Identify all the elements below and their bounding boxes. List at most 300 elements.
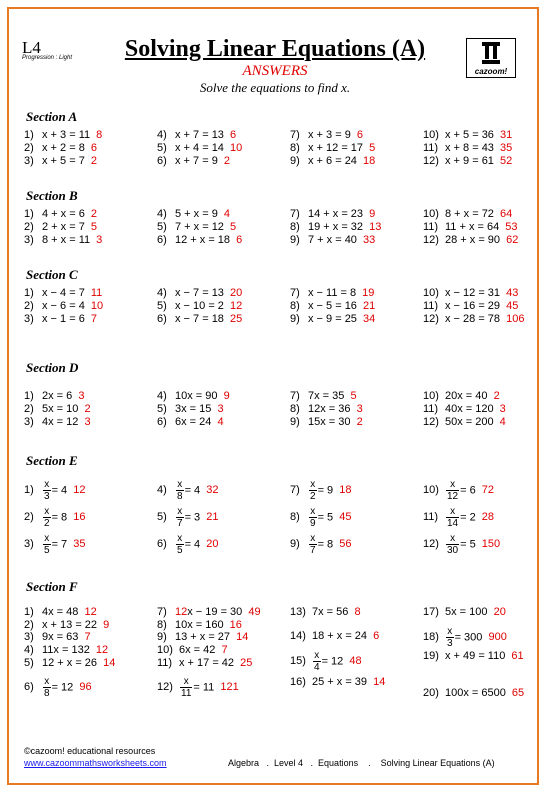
equation-rhs: = 4	[51, 484, 68, 497]
question-10	[157, 644, 228, 656]
question-number: 6)	[157, 234, 167, 246]
logo-text: cazoom!	[474, 67, 508, 76]
equation: 7x = 56	[312, 606, 349, 618]
question-13	[290, 606, 361, 618]
title-text: Solving Linear Equations (A)	[124, 36, 426, 62]
equation: 50x = 200	[445, 416, 494, 428]
answer: 49	[245, 606, 261, 618]
answer: 14	[370, 676, 386, 688]
fraction-numerator: x	[314, 650, 320, 661]
level-label: L4	[22, 38, 41, 57]
question-number: 10)	[423, 390, 439, 402]
answer: 3	[353, 403, 363, 415]
question-number: 12)	[423, 538, 439, 551]
question-8	[290, 403, 363, 415]
answer: 3	[81, 416, 91, 428]
answer: 6	[353, 129, 363, 141]
answer: 7	[81, 631, 91, 643]
equation: 4 + x = 6	[42, 208, 85, 220]
answer: 12	[226, 300, 243, 312]
answer: 12	[70, 484, 86, 497]
question-number: 1)	[24, 390, 34, 402]
equation-rhs: = 4	[184, 484, 201, 497]
website-link[interactable]: www.cazoommathsworksheets.com	[24, 758, 167, 768]
question-number: 5)	[157, 511, 167, 524]
equation-rhs: = 5	[460, 538, 476, 551]
equation: x − 9 = 25	[308, 313, 357, 325]
answer: 6	[226, 129, 237, 141]
question-8	[290, 506, 351, 529]
section-heading: Section D	[26, 360, 79, 375]
question-number: 9)	[290, 313, 300, 325]
answer: 106	[503, 313, 525, 325]
question-number: 5)	[24, 657, 34, 669]
question-4	[24, 644, 108, 656]
question-7	[290, 129, 363, 141]
answer: 53	[502, 221, 518, 233]
equation: x + 8 = 43	[445, 142, 494, 154]
question-number: 4)	[157, 208, 167, 220]
equation: x − 4 = 7	[42, 287, 85, 299]
question-9	[290, 533, 351, 556]
question-number: 11)	[423, 221, 439, 233]
equation: x + 3 = 9	[308, 129, 351, 141]
question-number: 5)	[157, 300, 167, 312]
question-6	[157, 155, 230, 167]
question-number: 10)	[423, 287, 439, 299]
equation: 9x = 63	[42, 631, 79, 643]
fraction	[43, 506, 51, 529]
answer: 61	[508, 650, 524, 662]
equation-rhs: = 12	[321, 655, 344, 668]
question-number: 15)	[290, 655, 306, 668]
question-1	[24, 208, 97, 220]
equation-rhs: = 9	[317, 484, 334, 497]
equation: 20x = 40	[445, 390, 488, 402]
cazoom-logo-icon	[481, 41, 501, 65]
fraction-denominator: 2	[44, 518, 50, 529]
answer: 64	[496, 208, 513, 220]
question-8	[290, 221, 381, 233]
question-9	[157, 631, 248, 643]
equation: x + 7 = 13	[175, 129, 224, 141]
equation: 4x = 12	[42, 416, 79, 428]
equation: 10x = 160	[175, 619, 224, 631]
question-number: 13)	[290, 606, 306, 618]
question-11	[423, 142, 512, 154]
answer: 18	[359, 155, 376, 167]
question-number: 12)	[423, 313, 439, 325]
question-2	[24, 142, 97, 154]
question-10	[423, 208, 512, 220]
equation-rhs: = 3	[184, 511, 201, 524]
fraction-numerator: x	[180, 676, 192, 688]
question-number: 3)	[24, 538, 34, 551]
equation: 13 + x = 27	[175, 631, 231, 643]
question-number: 11)	[423, 300, 439, 312]
answer: 21	[359, 300, 376, 312]
question-19	[423, 650, 524, 662]
equation: 4x = 48	[42, 606, 79, 618]
question-number: 6)	[157, 155, 167, 167]
answer: 16	[70, 511, 86, 524]
fraction-numerator: x	[177, 506, 183, 517]
answer: 21	[203, 511, 219, 524]
answer: 3	[75, 390, 85, 402]
question-10	[423, 287, 518, 299]
answer: 6	[87, 142, 97, 154]
equation-rhs: = 7	[51, 538, 68, 551]
fraction-numerator: x	[44, 506, 50, 517]
question-11	[423, 506, 494, 529]
equation-rhs: = 5	[317, 511, 334, 524]
answer: 62	[503, 234, 519, 246]
fraction	[309, 533, 317, 556]
equation: x − 12 = 31	[445, 287, 501, 299]
equation: x − 6 = 4	[42, 300, 85, 312]
fraction-denominator: 5	[177, 545, 183, 556]
question-11	[157, 657, 252, 669]
answer: 2	[353, 416, 363, 428]
answer: 150	[478, 538, 501, 551]
question-10	[423, 390, 500, 402]
fraction-numerator: x	[446, 533, 459, 545]
question-1	[24, 390, 84, 402]
fraction-numerator: x	[177, 479, 183, 490]
question-17	[423, 606, 506, 618]
question-number: 2)	[24, 300, 34, 312]
equation: x + 5 = 7	[42, 155, 85, 167]
question-number: 12)	[157, 681, 173, 694]
question-number: 6)	[157, 416, 167, 428]
answer: 43	[503, 287, 519, 299]
question-number: 3)	[24, 631, 34, 643]
equation-rhs: = 6	[460, 484, 476, 497]
question-number: 7)	[290, 208, 300, 220]
answer: 16	[226, 619, 242, 631]
fraction	[446, 533, 459, 556]
question-number: 2)	[24, 619, 34, 631]
question-11	[423, 221, 518, 233]
answer: 5	[87, 221, 97, 233]
equation: 100x = 6500	[445, 687, 506, 699]
fraction-numerator: x	[44, 479, 50, 490]
equation: x + 6 = 24	[308, 155, 357, 167]
equation: x − 7 = 13	[175, 287, 224, 299]
answer: 45	[503, 300, 519, 312]
section-heading: Section F	[26, 579, 78, 594]
fraction	[446, 506, 459, 529]
equation: x + 3 = 11	[42, 129, 91, 141]
question-2	[24, 300, 103, 312]
equation: 25 + x = 39	[312, 676, 368, 688]
question-5	[24, 657, 115, 669]
question-number: 2)	[24, 221, 34, 233]
question-number: 12)	[423, 234, 439, 246]
equation: 18 + x = 24	[312, 630, 368, 642]
equation: x + 4 = 14	[175, 142, 224, 154]
question-5	[157, 142, 242, 154]
question-3	[24, 631, 91, 643]
question-3	[24, 416, 91, 428]
question-number: 7)	[290, 287, 300, 299]
question-12	[423, 416, 506, 428]
question-2	[24, 506, 85, 529]
question-number: 10)	[423, 208, 439, 220]
question-6	[157, 533, 218, 556]
equation-rhs: = 8	[317, 538, 334, 551]
equation: x − 10 = 2	[175, 300, 224, 312]
cazoom-logo	[466, 38, 516, 78]
answer: 2	[87, 155, 97, 167]
question-number: 2)	[24, 511, 34, 524]
answer: 9	[220, 390, 230, 402]
fraction-denominator: 12	[447, 491, 459, 502]
answer: 12	[81, 606, 97, 618]
equation: x + 5 = 36	[445, 129, 494, 141]
answer: 9	[366, 208, 376, 220]
question-number: 1)	[24, 208, 34, 220]
question-number: 10)	[423, 484, 439, 497]
question-5	[157, 403, 224, 415]
equation: x − 11 = 8	[308, 287, 357, 299]
equation-rhs: = 4	[184, 538, 201, 551]
answer: 4	[496, 416, 506, 428]
equation: 2 + x = 7	[42, 221, 85, 233]
question-3	[24, 234, 102, 246]
answer: 25	[226, 313, 243, 325]
fraction-numerator: x	[446, 479, 459, 491]
question-2	[24, 403, 91, 415]
section-heading: Section C	[26, 267, 78, 282]
equation: x − 7 = 18	[175, 313, 224, 325]
fraction-denominator: 3	[44, 491, 50, 502]
question-number: 9)	[290, 416, 300, 428]
fraction	[43, 533, 51, 556]
question-number: 18)	[423, 631, 439, 644]
answer: 2	[87, 208, 97, 220]
footer-info: Algebra . Level 4 . Equations . Solving Linear Equations (A)	[228, 758, 495, 768]
answer: 18	[336, 484, 352, 497]
answer: 96	[76, 681, 92, 694]
fraction	[446, 626, 454, 649]
question-number: 10)	[157, 644, 173, 656]
answer: 5	[366, 142, 376, 154]
question-12	[423, 155, 512, 167]
equation: 2x = 6	[42, 390, 73, 402]
question-number: 4)	[157, 287, 167, 299]
question-4	[157, 287, 242, 299]
answer: 28	[478, 511, 495, 524]
fraction	[176, 533, 184, 556]
question-6	[157, 234, 242, 246]
equation: x + 7 = 9	[175, 155, 218, 167]
fraction-numerator: x	[310, 533, 316, 544]
question-7	[290, 287, 374, 299]
equation: 6x = 24	[175, 416, 212, 428]
question-8	[290, 142, 375, 154]
question-14	[290, 630, 379, 642]
fraction-denominator: 14	[447, 518, 459, 529]
fraction-denominator: 2	[310, 491, 316, 502]
equation: 7x = 35	[308, 390, 345, 402]
equation: 8 + x = 11	[42, 234, 91, 246]
fraction-numerator: x	[310, 479, 316, 490]
answer: 34	[359, 313, 376, 325]
question-11	[423, 403, 506, 415]
question-18	[423, 626, 507, 649]
fraction-denominator: 5	[44, 545, 50, 556]
fraction-denominator: 7	[310, 545, 316, 556]
question-number: 11)	[423, 403, 439, 415]
question-number: 4)	[157, 390, 167, 402]
question-number: 3)	[24, 416, 34, 428]
question-number: 3)	[24, 155, 34, 167]
question-7	[157, 606, 261, 618]
fraction	[309, 479, 317, 502]
equation-rhs: = 12	[51, 681, 74, 694]
answer: 33	[359, 234, 376, 246]
question-7	[290, 390, 357, 402]
equation: 12x = 36	[308, 403, 351, 415]
equation: 10x = 90	[175, 390, 218, 402]
equation: x + 17 = 42	[179, 657, 235, 669]
question-6	[24, 676, 92, 699]
answer: 14	[100, 657, 116, 669]
fraction	[43, 479, 51, 502]
question-4	[157, 390, 230, 402]
section-heading: Section B	[26, 188, 78, 203]
equation: 8 + x = 72	[445, 208, 494, 220]
answer: 10	[226, 142, 243, 154]
answer: 35	[70, 538, 86, 551]
section-heading: Section A	[26, 109, 78, 124]
question-number: 2)	[24, 403, 34, 415]
question-1	[24, 287, 102, 299]
answer: 25	[237, 657, 253, 669]
question-number: 2)	[24, 142, 34, 154]
fraction	[313, 650, 321, 673]
question-number: 8)	[157, 619, 167, 631]
question-9	[290, 416, 363, 428]
answer: 35	[496, 142, 513, 154]
answer: 8	[93, 129, 103, 141]
question-3	[24, 533, 85, 556]
answer: 3	[496, 403, 506, 415]
question-number: 9)	[290, 155, 300, 167]
equation: 15x = 30	[308, 416, 351, 428]
question-1	[24, 479, 85, 502]
equation: x + 49 = 110	[445, 650, 506, 662]
answer: 52	[496, 155, 513, 167]
answer: 2	[220, 155, 230, 167]
answer: 6	[233, 234, 243, 246]
question-number: 11)	[157, 657, 173, 669]
answer: 5	[347, 390, 357, 402]
fraction-denominator: 30	[447, 545, 459, 556]
question-number: 14)	[290, 630, 306, 642]
question-10	[423, 479, 494, 502]
question-number: 12)	[423, 416, 439, 428]
question-number: 8)	[290, 142, 300, 154]
equation: 7 + x = 12	[175, 221, 224, 233]
answer: 19	[359, 287, 375, 299]
equation: x − 5 = 16	[308, 300, 357, 312]
question-3	[24, 313, 97, 325]
fraction-denominator: 3	[447, 638, 453, 649]
copyright-text: ©cazoom! educational resources	[24, 746, 156, 756]
fraction-denominator: 9	[310, 518, 316, 529]
answer: 2	[490, 390, 500, 402]
equation: 19 + x = 32	[308, 221, 364, 233]
answer: 72	[478, 484, 495, 497]
equation: 12 + x = 26	[42, 657, 98, 669]
equation: x − 1 = 6	[42, 313, 85, 325]
equation: 5 + x = 9	[175, 208, 218, 220]
fraction	[176, 506, 184, 529]
question-number: 20)	[423, 687, 439, 699]
fraction	[446, 479, 459, 502]
question-7	[290, 208, 375, 220]
answer: 5	[226, 221, 237, 233]
fraction-numerator: x	[310, 506, 316, 517]
question-number: 11)	[423, 142, 439, 154]
question-10	[423, 129, 512, 141]
question-5	[157, 221, 236, 233]
answer: 11	[87, 287, 103, 299]
question-number: 8)	[290, 403, 300, 415]
question-number: 7)	[290, 390, 300, 402]
fraction-denominator: 11	[181, 688, 192, 699]
answer: 4	[214, 416, 224, 428]
question-20	[423, 687, 524, 699]
question-8	[157, 619, 242, 631]
equation: 7 + x = 40	[308, 234, 357, 246]
fraction-numerator: x	[177, 533, 183, 544]
question-number: 4)	[157, 484, 167, 497]
question-9	[290, 155, 375, 167]
question-number: 6)	[157, 313, 167, 325]
question-3	[24, 155, 97, 167]
answer: 48	[346, 655, 362, 668]
question-number: 10)	[423, 129, 439, 141]
question-15	[290, 650, 362, 673]
equation-rhs: = 11	[193, 681, 215, 694]
question-number: 11)	[423, 511, 439, 524]
answer: 3	[93, 234, 103, 246]
answer: 10	[87, 300, 104, 312]
equation: x − 16 = 29	[445, 300, 501, 312]
fraction-denominator: 4	[314, 662, 320, 673]
question-5	[157, 506, 218, 529]
fraction	[180, 676, 192, 699]
equation: 14 + x = 23	[308, 208, 364, 220]
prefix-answer: 12	[175, 606, 188, 618]
equation: x + 13 = 22	[42, 619, 98, 631]
question-number: 7)	[157, 606, 167, 618]
equation: 11 + x = 64	[445, 221, 500, 233]
question-12	[423, 313, 524, 325]
equation-rhs: = 8	[51, 511, 68, 524]
answer: 121	[217, 681, 239, 694]
fraction-denominator: 8	[177, 491, 183, 502]
question-2	[24, 221, 97, 233]
fraction	[43, 676, 51, 699]
question-4	[157, 479, 218, 502]
question-number: 9)	[290, 234, 300, 246]
question-number: 9)	[290, 538, 300, 551]
instruction-text: Solve the equations to find x.	[199, 80, 351, 95]
